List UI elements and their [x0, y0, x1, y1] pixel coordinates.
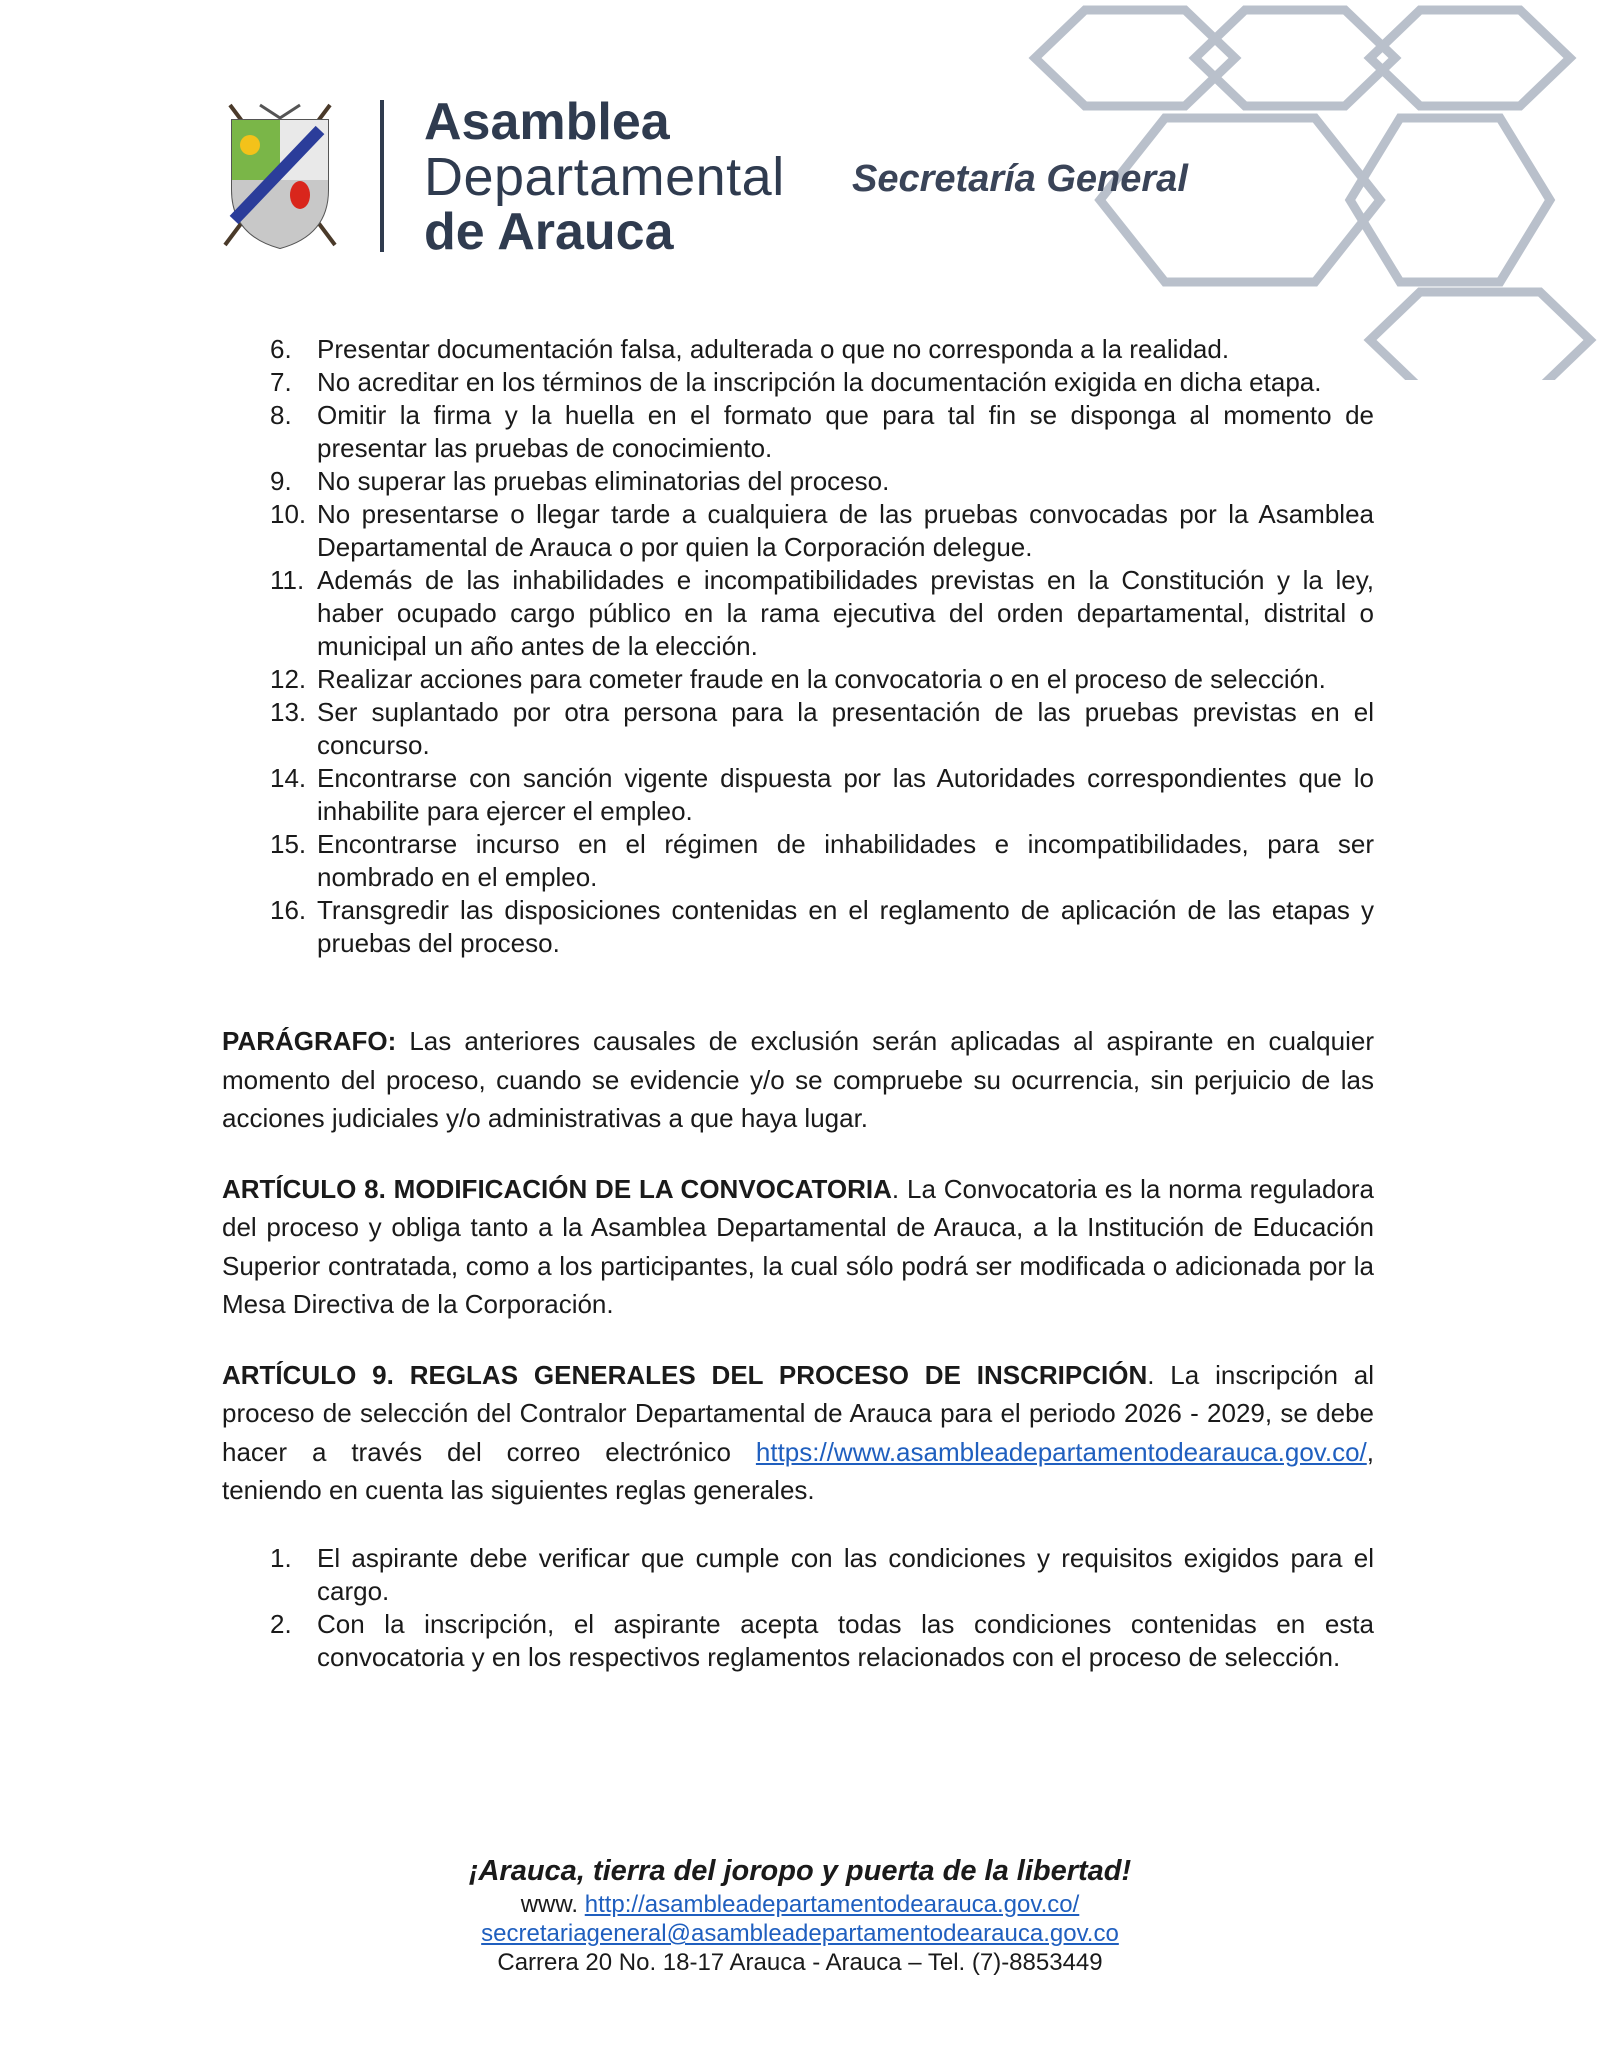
org-name-line-1: Asamblea — [424, 93, 670, 151]
footer-email-line — [0, 1919, 1600, 1948]
list-text: No superar las pruebas eliminatorias del proceso. — [317, 466, 890, 496]
organization-name — [424, 93, 785, 261]
articulo-8 — [222, 1170, 1374, 1324]
list-number: 16. — [270, 895, 307, 925]
articulo-9-text-after: , teniendo en cuenta las siguientes reglas generales. — [222, 1436, 1374, 1505]
list-item — [222, 1542, 1374, 1608]
section-title: Secretaría General — [852, 158, 1188, 200]
inscription-link[interactable]: https://www.asambleadepartamentodearauca.gov.co/ — [755, 1436, 1367, 1467]
articulo-9 — [222, 1356, 1374, 1510]
paragrafo-text: Las anteriores causales de exclusión serán aplicadas al aspirante en cualquier momento del proceso, cuando se evidencie y/o se compruebe su ocurrencia, sin perjuicio de las acciones judiciales y/o administrativas a que haya lugar. — [222, 1026, 1374, 1133]
list-number: 7. — [270, 367, 292, 397]
list-text: Presentar documentación falsa, adulterada o que no corresponda a la realidad. — [317, 334, 1230, 364]
list-text: No acreditar en los términos de la inscripción la documentación exigida en dicha etapa. — [317, 367, 1322, 397]
list-number: 13. — [270, 697, 307, 727]
articulo-9-text: . La inscripción al proceso de selección del Contralor Departamental de Arauca para el periodo 2026 - 2029, se debe hacer a través del correo electrónico — [222, 1359, 1374, 1467]
list-item — [222, 894, 1374, 960]
list-item — [222, 1608, 1374, 1674]
footer-website-link[interactable]: http://asambleadepartamentodearauca.gov.co/ — [584, 1891, 1080, 1918]
list-item — [222, 564, 1374, 663]
articulo-9-heading: ARTÍCULO 9. REGLAS GENERALES DEL PROCESO DE INSCRIPCIÓN — [222, 1359, 1148, 1390]
list-item — [222, 663, 1374, 696]
list-item — [222, 696, 1374, 762]
footer-address: Carrera 20 No. 18-17 Arauca - Arauca – Tel. (7)-8853449 — [497, 1949, 1103, 1976]
list-number: 2. — [270, 1608, 292, 1639]
footer-www-prefix: www. — [520, 1891, 585, 1918]
list-number: 8. — [270, 400, 292, 430]
logo-divider — [380, 100, 384, 252]
list-number: 1. — [270, 1542, 292, 1573]
org-name-line-3: de Arauca — [424, 203, 674, 261]
list-text: Encontrarse incurso en el régimen de inhabilidades e incompatibilidades, para ser nombrado en el empleo. — [317, 829, 1374, 892]
list-text: No presentarse o llegar tarde a cualquiera de las pruebas convocadas por la Asamblea Departamental de Arauca o por quien la Corporación delegue. — [317, 499, 1374, 562]
list-item — [222, 465, 1374, 498]
list-item — [222, 399, 1374, 465]
list-text: Con la inscripción, el aspirante acepta todas las condiciones contenidas en esta convocatoria y en los respectivos reglamentos relacionados con el proceso de selección. — [317, 1608, 1374, 1672]
rules-list — [222, 1542, 1374, 1674]
footer-website-line — [0, 1890, 1600, 1919]
list-item — [222, 498, 1374, 564]
list-item — [222, 366, 1374, 399]
list-number: 15. — [270, 829, 307, 859]
articulo-8-text: . La Convocatoria es la norma reguladora del proceso y obliga tanto a la Asamblea Departamental de Arauca, a la Institución de Educación Superior contratada, como a los participantes, la cual sólo podrá ser modificada o adicionada por la Mesa Directiva de la Corporación. — [222, 1173, 1374, 1319]
coat-of-arms-icon — [220, 100, 340, 250]
list-item — [222, 828, 1374, 894]
paragrafo-label: PARÁGRAFO: — [222, 1026, 397, 1056]
list-text: Omitir la firma y la huella en el formato que para tal fin se disponga al momento de presentar las pruebas de conocimiento. — [317, 400, 1374, 463]
list-number: 6. — [270, 334, 292, 364]
list-number: 11. — [270, 565, 305, 595]
list-number: 14. — [270, 763, 307, 793]
list-text: El aspirante debe verificar que cumple con las condiciones y requisitos exigidos para el cargo. — [317, 1542, 1374, 1606]
list-number: 12. — [270, 664, 307, 694]
list-text: Ser suplantado por otra persona para la presentación de las pruebas previstas en el concurso. — [317, 697, 1374, 760]
list-text: Realizar acciones para cometer fraude en la convocatoria o en el proceso de selección. — [317, 664, 1326, 694]
list-number: 10. — [270, 499, 307, 529]
list-text: Además de las inhabilidades e incompatibilidades previstas en la Constitución y la ley, haber ocupado cargo público en la rama ejecutiva del orden departamental, distrital o municipal un año antes de la elección. — [317, 565, 1374, 661]
page-footer — [0, 1857, 1600, 1977]
exclusion-list — [222, 333, 1374, 960]
footer-email-link[interactable]: secretariageneral@asambleadepartamentodearauca.gov.co — [481, 1920, 1119, 1947]
list-text: Encontrarse con sanción vigente dispuesta por las Autoridades correspondientes que lo inhabilite para ejercer el empleo. — [317, 763, 1374, 826]
list-item — [222, 333, 1374, 366]
list-number: 9. — [270, 466, 292, 496]
org-name-line-2: Departamental — [424, 147, 785, 207]
document-body — [222, 333, 1374, 1674]
list-item — [222, 762, 1374, 828]
paragrafo — [222, 1022, 1374, 1138]
footer-slogan: ¡Arauca, tierra del joropo y puerta de la libertad! — [468, 1855, 1132, 1887]
articulo-8-heading: ARTÍCULO 8. MODIFICACIÓN DE LA CONVOCATORIA — [222, 1173, 892, 1204]
list-text: Transgredir las disposiciones contenidas en el reglamento de aplicación de las etapas y pruebas del proceso. — [317, 895, 1374, 958]
